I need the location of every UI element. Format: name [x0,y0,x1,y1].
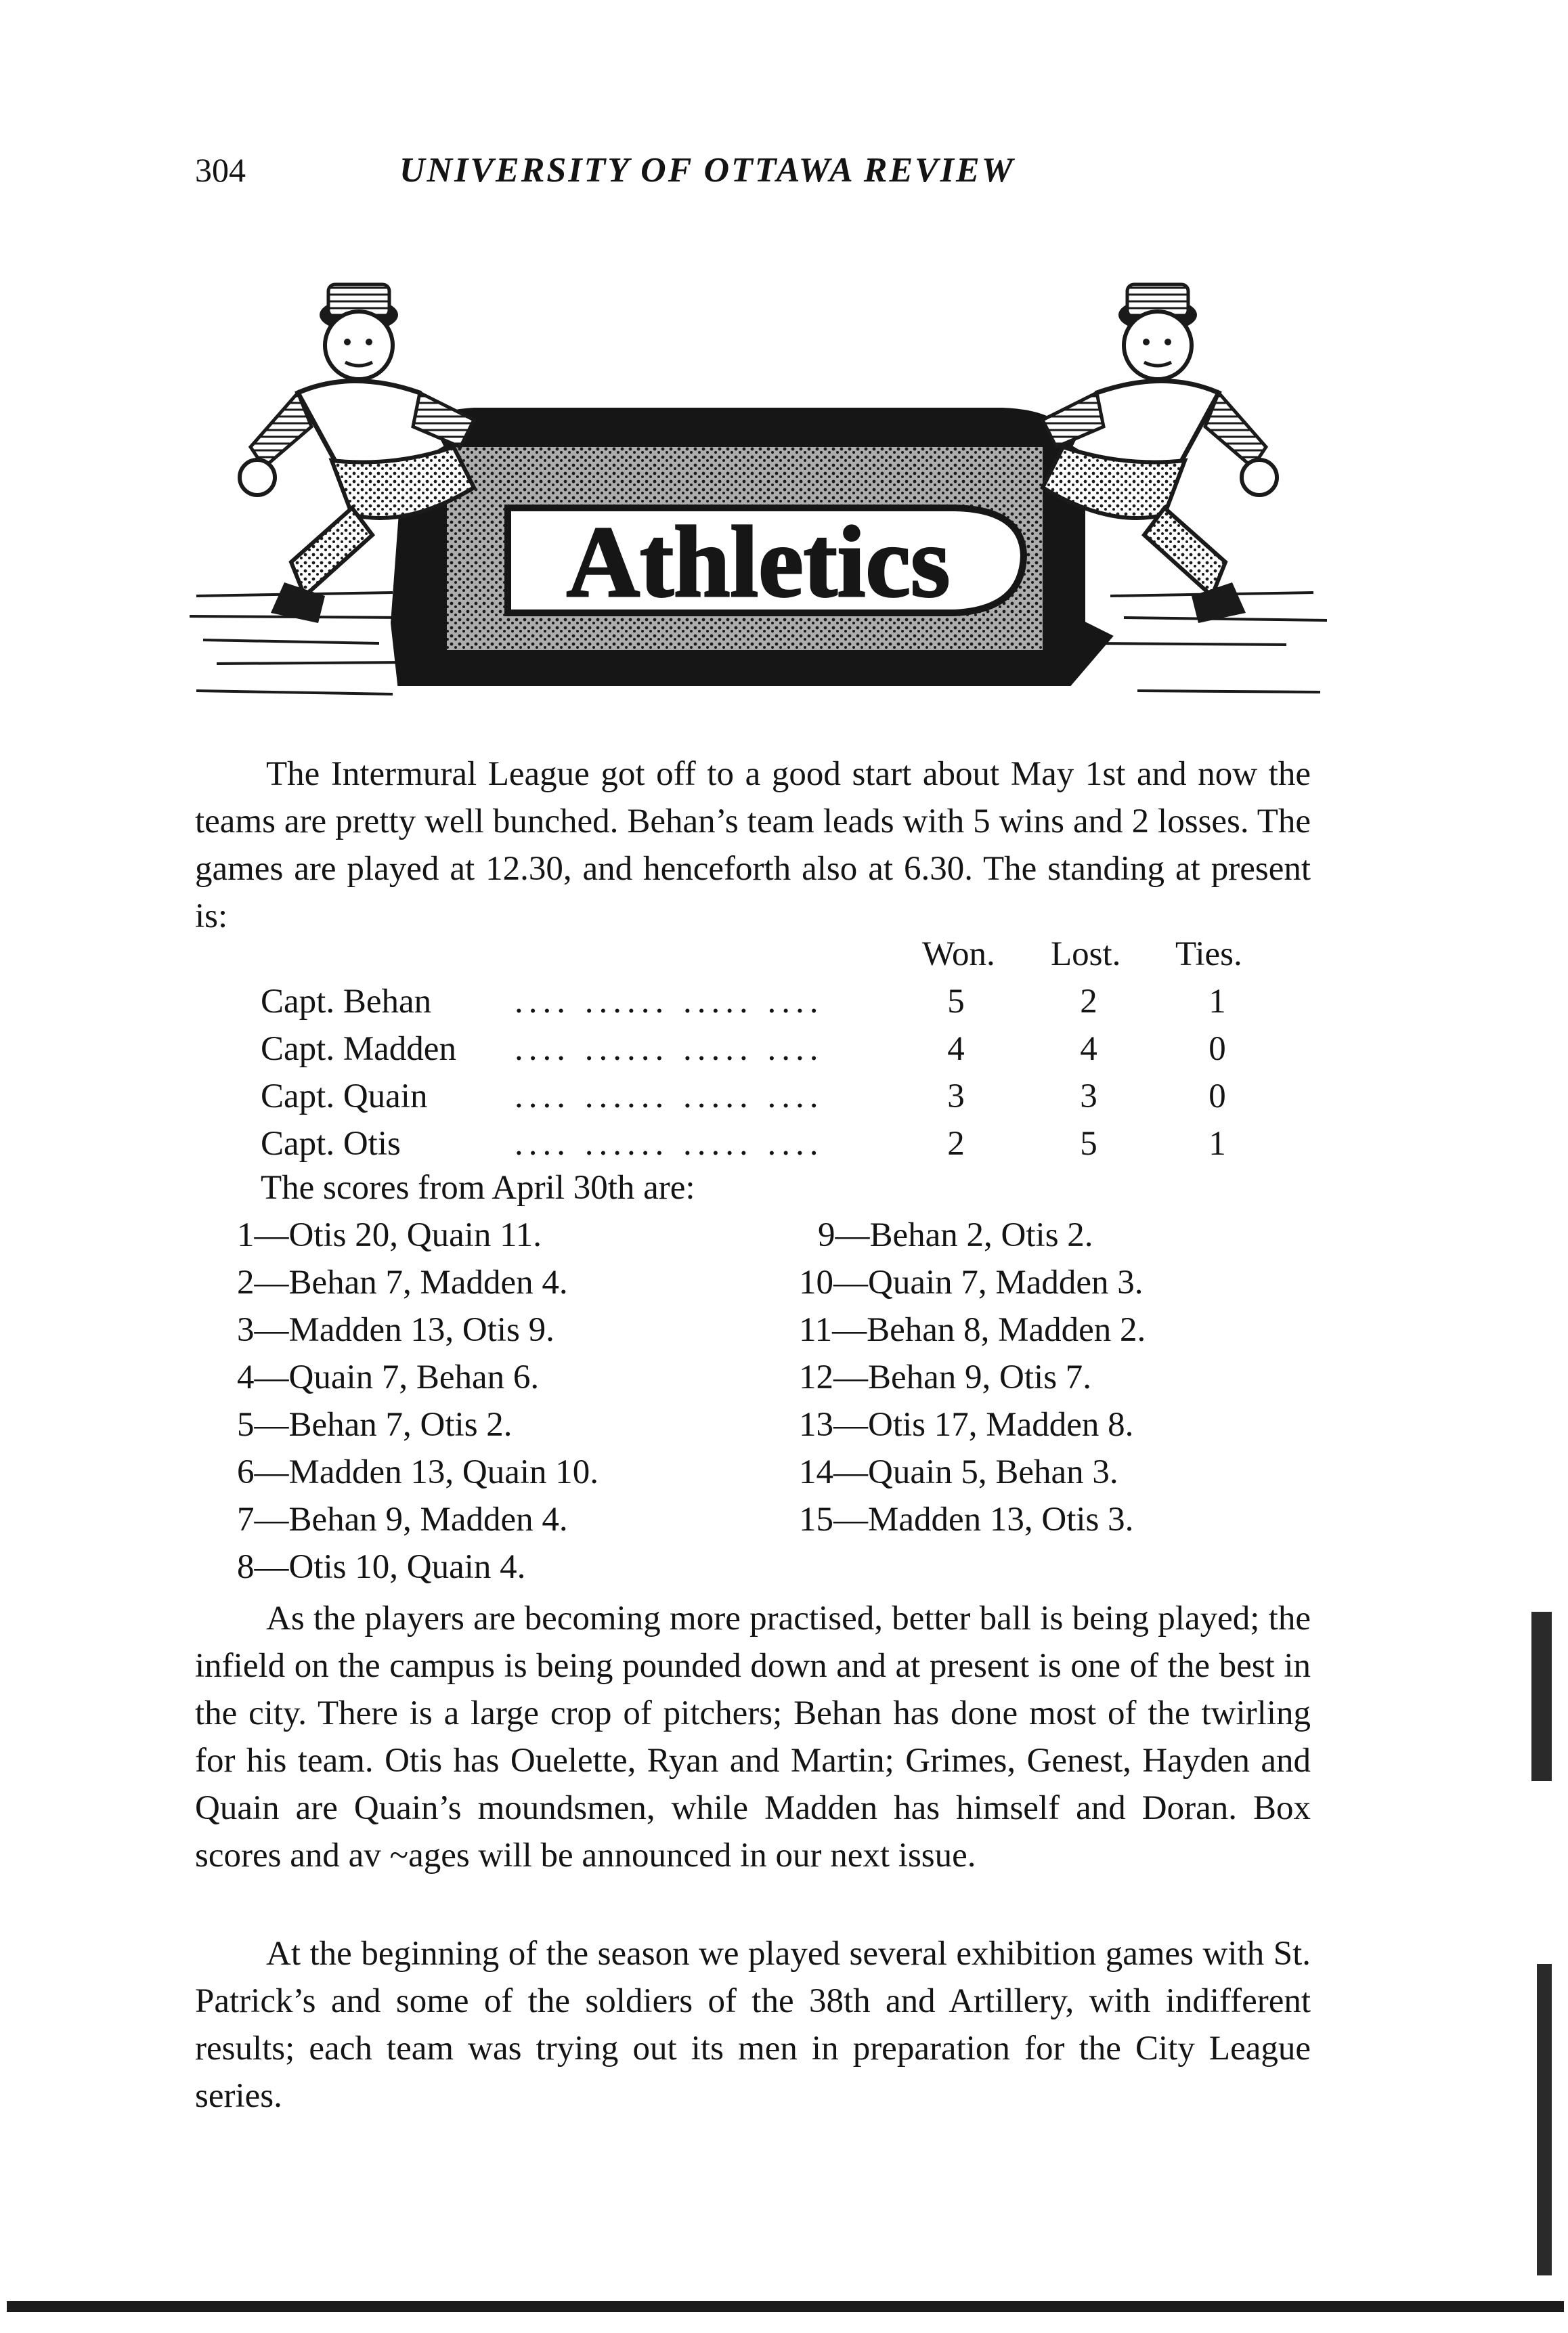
dot-leader: .... ...... ..... .... [515,1125,824,1163]
score-line: 6—Madden 13, Quain 10. [237,1453,599,1491]
ties-value: 1 [1208,1125,1226,1163]
ties-value: 0 [1208,1077,1226,1115]
team-name: Capt. Madden [261,1030,456,1068]
score-line: 13—Otis 17, Madden 8. [799,1406,1134,1444]
standings-row [0,1124,1568,1172]
running-head: UNIVERSITY OF OTTAWA REVIEW [399,151,1015,190]
score-line: 2—Behan 7, Madden 4. [237,1264,568,1302]
score-line: 10—Quain 7, Madden 3. [799,1264,1144,1302]
lost-value: 5 [1080,1125,1097,1163]
ties-value: 1 [1208,983,1226,1021]
score-line: 4—Quain 7, Behan 6. [237,1358,540,1396]
banner-title-block [393,410,1110,684]
dot-leader: .... ...... ..... .... [515,1077,824,1115]
team-name: Capt. Otis [261,1125,401,1163]
scan-edge-mark [1531,1612,1552,1781]
ties-value: 0 [1208,1030,1226,1068]
scan-edge-mark [1537,1964,1552,2275]
body-paragraph: At the beginning of the season we played several exhibition games with St. Patrick’s and some of the soldiers of the 38th and Artillery, with indifferent results; each team was trying out its men in preparation for the City League series. [195,1935,1311,2115]
column-header-lost: Lost. [1051,935,1121,973]
lost-value: 3 [1080,1077,1097,1115]
lost-value: 2 [1080,983,1097,1021]
banner-title: Athletics [566,506,951,618]
score-line: 3—Madden 13, Otis 9. [237,1311,554,1349]
score-line: 14—Quain 5, Behan 3. [799,1453,1118,1491]
body-paragraph: As the players are becoming more practised, better ball is being played; the infield on the campus is being pounded down and at present is one of the best in the city. There is a large crop of pitchers; Behan has done most of the twirling for his team. Otis has Ouelette, Ryan and Martin; Grimes, Genest, Hayden and Quain are Quain’s moundsmen, while Madden has himself and Doran. Box scores and av ~ages will be announced in our next issue. [195,1600,1311,1875]
team-name: Capt. Behan [261,983,432,1021]
page-number: 304 [195,151,246,189]
score-line: 11—Behan 8, Madden 2. [799,1311,1146,1349]
dot-leader: .... ...... ..... .... [515,1030,824,1068]
won-value: 2 [947,1125,965,1163]
score-line: 15—Madden 13, Otis 3. [799,1501,1134,1539]
dot-leader: .... ...... ..... .... [515,983,824,1021]
score-line: 9—Behan 2, Otis 2. [818,1216,1093,1254]
score-line: 1—Otis 20, Quain 11. [237,1216,542,1254]
won-value: 5 [947,983,965,1021]
standings-row [0,1029,1568,1077]
athletics-banner [190,244,1327,731]
standings-row [0,982,1568,1029]
bottom-edge-rule [7,2301,1564,2312]
intro-paragraph: The Intermural League got off to a good start about May 1st and now the teams are pretty well bunched. Behan’s team leads with 5 wins and 2 losses. The games are played at 12.30, and henceforth also at 6.30. The standing at present is: [195,755,1311,935]
standings-row [0,1077,1568,1124]
won-value: 4 [947,1030,965,1068]
score-line: 12—Behan 9, Otis 7. [799,1358,1092,1396]
team-name: Capt. Quain [261,1077,428,1115]
lost-value: 4 [1080,1030,1097,1068]
score-line: 7—Behan 9, Madden 4. [237,1501,568,1539]
won-value: 3 [947,1077,965,1115]
scores-intro: The scores from April 30th are: [261,1169,695,1207]
score-line: 8—Otis 10, Quain 4. [237,1548,526,1586]
score-line: 5—Behan 7, Otis 2. [237,1406,513,1444]
column-header-won: Won. [922,935,995,973]
column-header-ties: Ties. [1175,935,1242,973]
